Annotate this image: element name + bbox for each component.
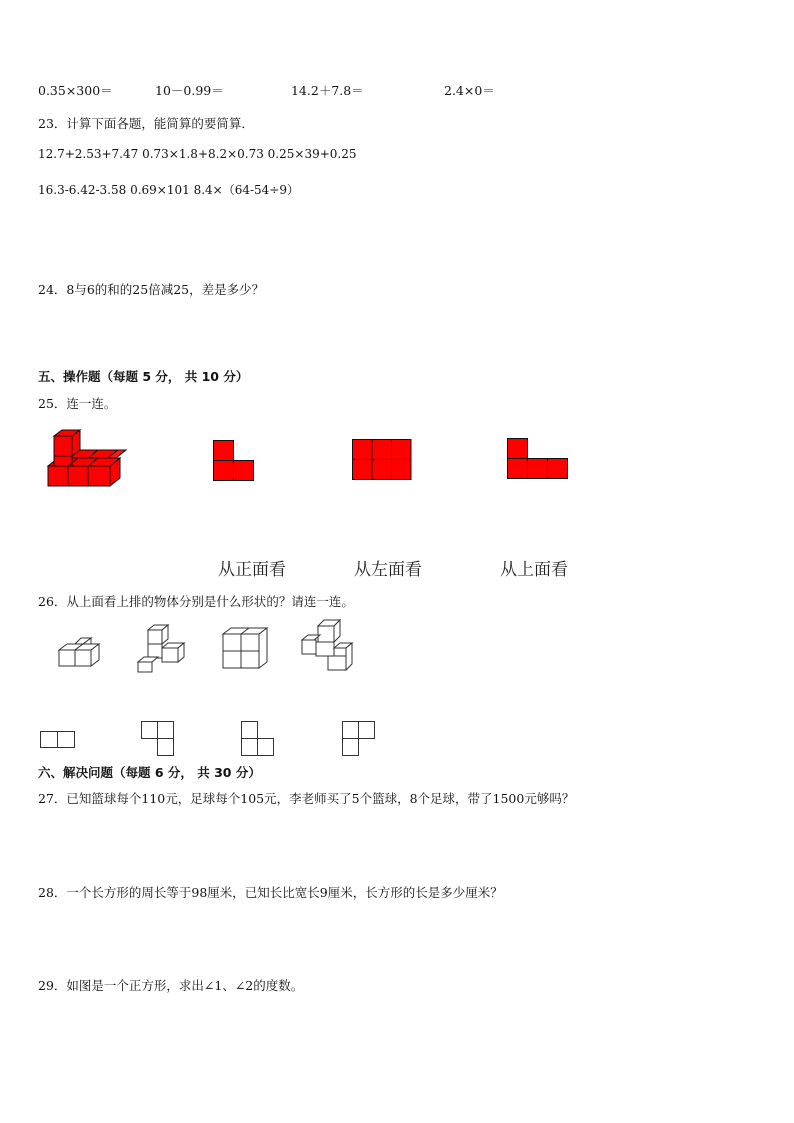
red-view-l-shape [213,440,255,482]
q25-title: 25．连一连。 [38,396,117,411]
q28-text: 28．一个长方形的周长等于98厘米，已知长比宽长9厘米，长方形的长是多少厘米？ [38,885,503,900]
shape-option-2 [141,721,175,757]
q26-title: 26．从上面看上排的物体分别是什么形状的？请连一连。 [38,594,354,609]
red-view-grid [352,439,412,481]
cube-object-3 [221,626,269,672]
q23-line-1: 12.7+2.53+7.47 0.73×1.8+8.2×0.73 0.25×39+0.25 [38,147,357,161]
calc-item-1: 0.35×300＝ [38,83,113,98]
shape-option-4 [342,721,376,757]
q23-line-2: 16.3-6.42-3.58 0.69×101 8.4×（64-54÷9） [38,183,299,197]
calc-item-3: 14.2＋7.8＝ [291,83,364,98]
view-label-front: 从正面看 [218,560,286,580]
section5-heading: 五、操作题（每题 5 分， 共 10 分） [38,369,249,384]
q29-text: 29．如图是一个正方形，求出∠1、∠2的度数。 [38,978,304,993]
cube-object-2 [136,622,190,674]
q24-text: 24．8与6的和的25倍减25，差是多少？ [38,282,265,297]
section6-heading: 六、解决问题（每题 6 分， 共 30 分） [38,765,261,780]
calc-item-4: 2.4×0＝ [444,83,495,98]
red-cube-stack-figure [46,428,126,488]
calc-item-2: 10－0.99＝ [155,83,224,98]
view-label-left: 从左面看 [354,560,422,580]
cube-object-1 [57,636,103,672]
q23-title: 23．计算下面各题，能简算的要简算． [38,116,254,131]
shape-option-1 [40,731,76,749]
q27-text: 27．已知篮球每个110元，足球每个105元，李老师买了5个篮球，8个足球，带了1500元够吗？ [38,791,575,806]
red-view-long-l-shape [507,438,569,480]
shape-option-3 [241,721,275,757]
view-label-top: 从上面看 [500,560,568,580]
cube-object-4 [300,618,356,674]
